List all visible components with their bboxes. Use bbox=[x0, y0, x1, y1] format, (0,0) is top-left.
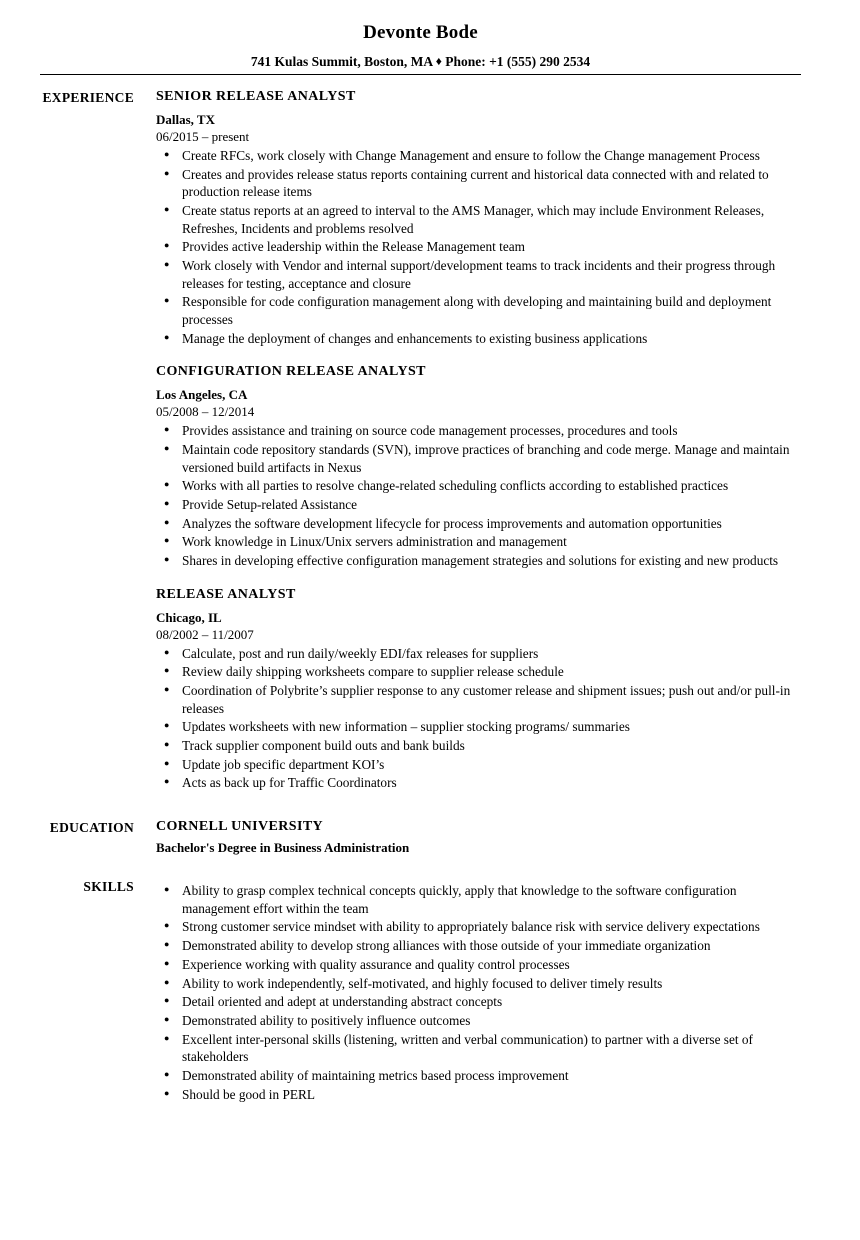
job-bullets bbox=[156, 147, 805, 347]
section-experience bbox=[36, 89, 805, 793]
list-item: ● Responsible for code configuration management along with developing and maintaining build and deployment processes bbox=[156, 293, 805, 328]
list-item: ● Work closely with Vendor and internal support/development teams to track incidents and their progress through releases for testing, acceptance and closure bbox=[156, 257, 805, 292]
list-item: ● Provide Setup-related Assistance bbox=[156, 496, 805, 514]
job-title: RELEASE ANALYST bbox=[156, 586, 296, 602]
section-label-experience: EXPERIENCE bbox=[42, 90, 134, 105]
list-item: ● Works with all parties to resolve change-related scheduling conflicts according to established practices bbox=[156, 477, 805, 495]
job-title: SENIOR RELEASE ANALYST bbox=[156, 89, 356, 104]
list-item: ● Update job specific department KOI’s bbox=[156, 756, 805, 774]
list-item: ● Work knowledge in Linux/Unix servers administration and management bbox=[156, 533, 805, 551]
section-education bbox=[36, 819, 805, 856]
list-item: ● Analyzes the software development lifecycle for process improvements and automation opportunities bbox=[156, 515, 805, 533]
list-item: ● Provides assistance and training on source code management processes, procedures and tools bbox=[156, 422, 805, 440]
contact-address: 741 Kulas Summit, Boston, MA bbox=[250, 54, 433, 69]
list-item: ● Shares in developing effective configuration management strategies and solutions for existing and new products bbox=[156, 552, 805, 570]
list-item: ● Create RFCs, work closely with Change Management and ensure to follow the Change management Process bbox=[156, 147, 805, 165]
list-item: ● Demonstrated ability of maintaining metrics based process improvement bbox=[156, 1067, 805, 1085]
list-item: ● Excellent inter-personal skills (listening, written and verbal communication) to partner with a diverse set of stakeholders bbox=[156, 1031, 805, 1066]
list-item: ● Coordination of Polybrite’s supplier response to any customer release and shipment issues; push out and/or pull-in releases bbox=[156, 682, 805, 717]
list-item: ● Ability to grasp complex technical concepts quickly, apply that knowledge to the software configuration management effort within the team bbox=[156, 882, 805, 917]
education-body bbox=[156, 819, 805, 856]
diamond-icon: ♦ bbox=[435, 54, 442, 68]
list-item: ● Demonstrated ability to develop strong alliances with those outside of your immediate organization bbox=[156, 937, 805, 955]
page-title: Devonte Bode bbox=[363, 22, 478, 43]
education-school: CORNELL UNIVERSITY bbox=[156, 819, 324, 835]
section-label-education: EDUCATION bbox=[49, 820, 134, 836]
header-divider bbox=[40, 74, 801, 75]
skills-body bbox=[156, 878, 805, 1104]
list-item: ● Demonstrated ability to positively influence outcomes bbox=[156, 1012, 805, 1030]
list-item: ● Create status reports at an agreed to interval to the AMS Manager, which may include Environment Releases, Refreshes, Incidents and problems resolved bbox=[156, 202, 805, 237]
job-dates: 05/2008 – 12/2014 bbox=[156, 404, 255, 420]
job-bullets bbox=[156, 645, 805, 792]
contact-phone: Phone: +1 (555) 290 2534 bbox=[445, 54, 591, 69]
job-location: Chicago, IL bbox=[156, 609, 222, 625]
list-item: ● Experience working with quality assurance and quality control processes bbox=[156, 956, 805, 974]
list-item: ● Maintain code repository standards (SVN), improve practices of branching and code merge. Manage and maintain versioned build artifacts in Nexus bbox=[156, 441, 805, 476]
job-bullets bbox=[156, 422, 805, 569]
list-item: ● Should be good in PERL bbox=[156, 1086, 805, 1104]
job-location: Dallas, TX bbox=[156, 112, 215, 127]
list-item: ● Acts as back up for Traffic Coordinators bbox=[156, 774, 805, 792]
list-item: ● Provides active leadership within the Release Management team bbox=[156, 238, 805, 256]
experience-entry bbox=[156, 364, 805, 569]
list-item: ● Creates and provides release status reports containing current and historical data connected with and related to production release items bbox=[156, 166, 805, 201]
list-item: ● Track supplier component build outs and bank builds bbox=[156, 737, 805, 755]
experience-entry bbox=[156, 89, 805, 347]
list-item: ● Ability to work independently, self-motivated, and highly focused to deliver timely results bbox=[156, 975, 805, 993]
job-dates: 08/2002 – 11/2007 bbox=[156, 626, 254, 642]
list-item: ● Calculate, post and run daily/weekly EDI/fax releases for suppliers bbox=[156, 645, 805, 663]
job-title: CONFIGURATION RELEASE ANALYST bbox=[156, 364, 426, 380]
list-item: ● Review daily shipping worksheets compare to supplier release schedule bbox=[156, 663, 805, 681]
list-item: ● Manage the deployment of changes and enhancements to existing business applications bbox=[156, 330, 805, 348]
section-skills bbox=[36, 878, 805, 1104]
section-label-skills: SKILLS bbox=[83, 879, 134, 895]
education-degree: Bachelor's Degree in Business Administration bbox=[156, 840, 410, 856]
list-item: ● Detail oriented and adept at understanding abstract concepts bbox=[156, 993, 805, 1011]
job-location: Los Angeles, CA bbox=[156, 387, 248, 403]
experience-body bbox=[156, 89, 805, 793]
skills-bullets bbox=[156, 882, 805, 1103]
list-item: ● Strong customer service mindset with ability to appropriately balance risk with service delivery expectations bbox=[156, 918, 805, 936]
list-item: ● Updates worksheets with new information – supplier stocking programs/ summaries bbox=[156, 718, 805, 736]
contact-line bbox=[36, 54, 805, 70]
job-dates: 06/2015 – present bbox=[156, 129, 250, 144]
experience-entry bbox=[156, 587, 805, 792]
